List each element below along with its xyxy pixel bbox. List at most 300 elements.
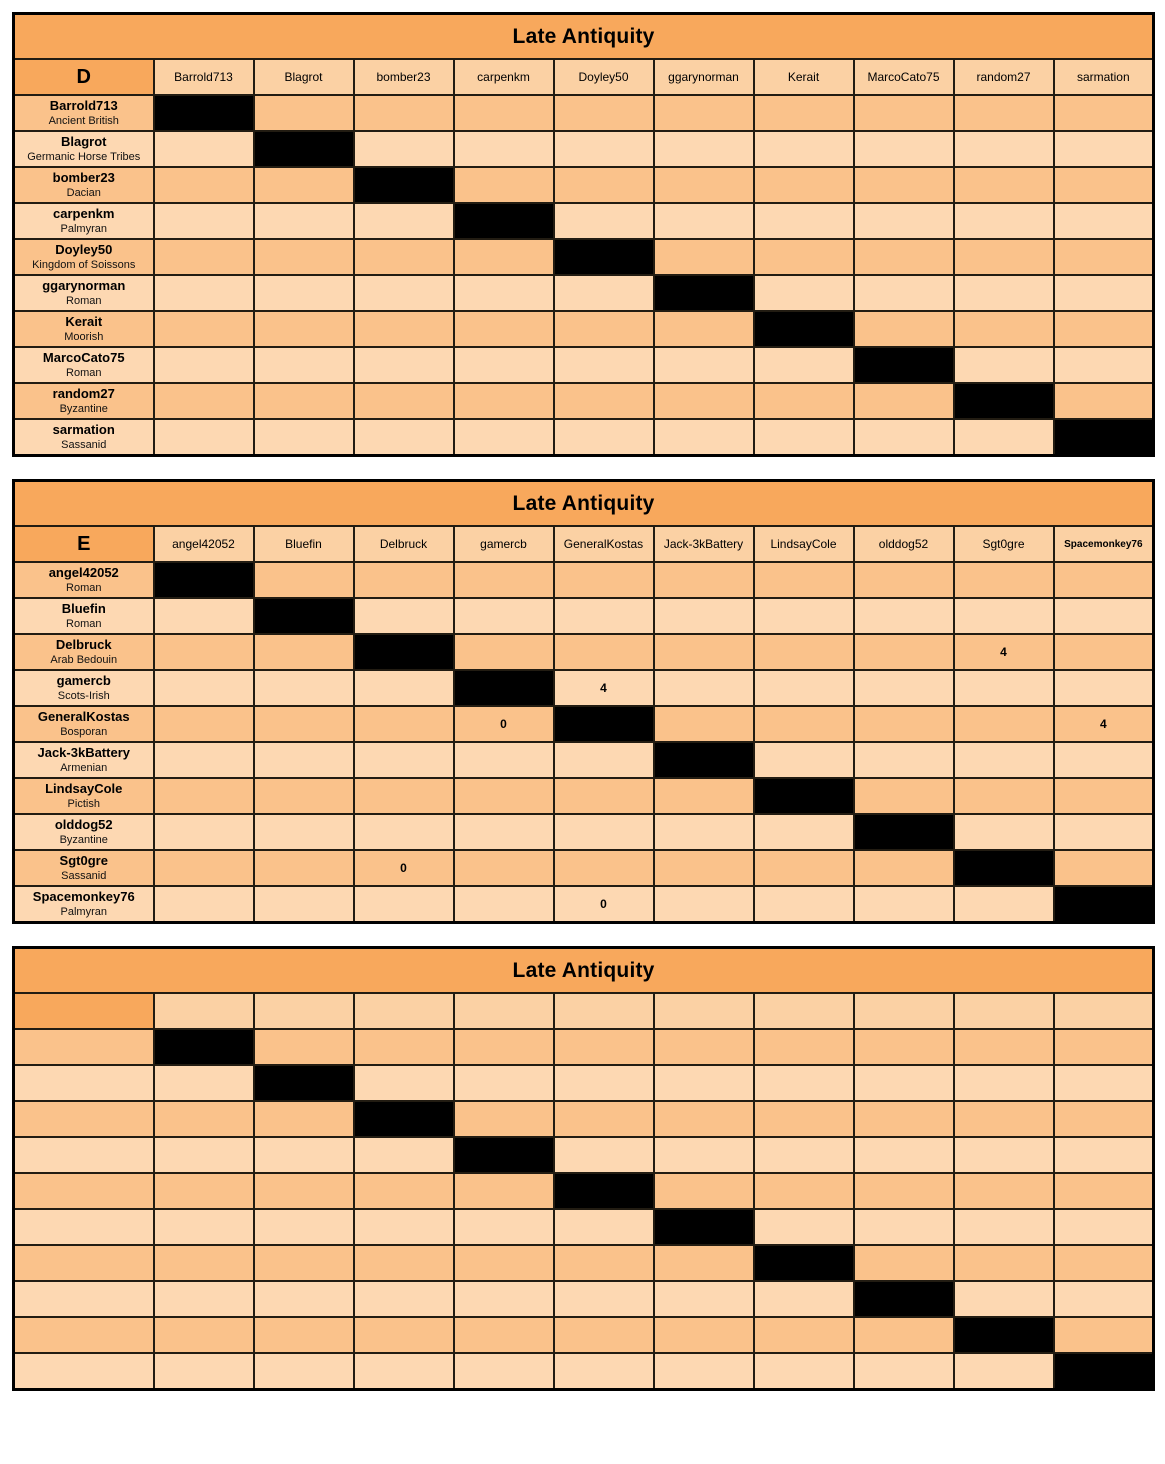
result-cell xyxy=(854,1029,954,1065)
result-cell xyxy=(354,419,454,456)
result-cell xyxy=(454,383,554,419)
player-name: random27 xyxy=(52,386,115,401)
result-cell xyxy=(754,1029,854,1065)
table-row xyxy=(14,347,1154,383)
table-row xyxy=(14,1245,1154,1281)
result-cell xyxy=(354,1353,454,1390)
result-cell xyxy=(754,1281,854,1317)
result-cell xyxy=(154,1101,254,1137)
result-cell xyxy=(354,1137,454,1173)
result-cell xyxy=(154,814,254,850)
result-cell xyxy=(254,203,354,239)
result-cell xyxy=(354,239,454,275)
result-cell xyxy=(154,1353,254,1390)
diagonal-cell xyxy=(554,706,654,742)
row-header xyxy=(14,1209,154,1245)
result-cell xyxy=(1054,1101,1154,1137)
group-table-blank xyxy=(12,946,1155,1391)
result-cell xyxy=(254,1137,354,1173)
result-cell xyxy=(154,1209,254,1245)
result-cell xyxy=(454,562,554,598)
result-cell xyxy=(754,634,854,670)
result-cell xyxy=(954,1029,1054,1065)
player-name: LindsayCole xyxy=(45,781,123,796)
row-header xyxy=(14,1065,154,1101)
table-row xyxy=(14,1029,1154,1065)
result-cell xyxy=(554,1209,654,1245)
result-cell xyxy=(754,167,854,203)
result-cell xyxy=(1054,1245,1154,1281)
column-header: Delbruck xyxy=(354,526,454,562)
result-cell xyxy=(1054,1173,1154,1209)
result-cell xyxy=(454,598,554,634)
player-faction: Armenian xyxy=(60,762,108,774)
result-cell xyxy=(554,131,654,167)
result-cell xyxy=(554,419,654,456)
result-cell xyxy=(754,1101,854,1137)
result-cell xyxy=(754,706,854,742)
result-cell xyxy=(954,1137,1054,1173)
result-cell xyxy=(154,419,254,456)
result-cell xyxy=(854,598,954,634)
player-faction: Kingdom of Soissons xyxy=(32,259,136,271)
result-cell xyxy=(654,1173,754,1209)
row-header xyxy=(14,886,154,923)
column-header-row xyxy=(14,993,1154,1029)
result-cell xyxy=(1054,95,1154,131)
result-cell xyxy=(1054,562,1154,598)
group-label: E xyxy=(14,526,154,562)
result-cell xyxy=(754,562,854,598)
column-header: Spacemonkey76 xyxy=(1054,526,1154,562)
result-cell xyxy=(354,1209,454,1245)
result-cell xyxy=(854,95,954,131)
result-cell xyxy=(454,1353,554,1390)
result-cell xyxy=(454,778,554,814)
result-cell xyxy=(754,1137,854,1173)
result-cell xyxy=(854,1137,954,1173)
result-cell xyxy=(354,203,454,239)
row-header xyxy=(14,562,154,598)
result-cell xyxy=(654,95,754,131)
group-label: D xyxy=(14,59,154,95)
player-faction: Bosporan xyxy=(60,726,108,738)
row-header xyxy=(14,1029,154,1065)
result-cell xyxy=(554,814,654,850)
table-row xyxy=(14,1209,1154,1245)
result-cell xyxy=(454,275,554,311)
result-cell: 0 xyxy=(454,706,554,742)
result-cell xyxy=(154,239,254,275)
result-cell xyxy=(1054,1065,1154,1101)
result-cell xyxy=(1054,131,1154,167)
result-cell xyxy=(1054,239,1154,275)
result-cell xyxy=(254,814,354,850)
player-name: angel42052 xyxy=(48,565,119,580)
player-faction: Palmyran xyxy=(60,223,107,235)
column-header: Doyley50 xyxy=(554,59,654,95)
table-row xyxy=(14,850,1154,886)
column-header: Jack-3kBattery xyxy=(654,526,754,562)
result-cell xyxy=(754,850,854,886)
player-name: Sgt0gre xyxy=(59,853,108,868)
player-faction: Roman xyxy=(66,582,102,594)
result-cell xyxy=(854,1173,954,1209)
result-cell xyxy=(254,742,354,778)
result-cell xyxy=(854,275,954,311)
player-name: carpenkm xyxy=(53,206,115,221)
result-cell xyxy=(1054,850,1154,886)
result-cell xyxy=(154,1137,254,1173)
row-header xyxy=(14,239,154,275)
result-cell xyxy=(554,1317,654,1353)
row-header xyxy=(14,95,154,131)
player-faction: Scots-Irish xyxy=(57,690,110,702)
title-row xyxy=(14,14,1154,60)
result-cell xyxy=(654,670,754,706)
result-cell xyxy=(1054,670,1154,706)
result-cell xyxy=(254,347,354,383)
diagonal-cell xyxy=(254,1065,354,1101)
result-cell xyxy=(254,634,354,670)
result-cell xyxy=(554,850,654,886)
result-cell xyxy=(254,706,354,742)
result-cell xyxy=(654,1353,754,1390)
result-cell xyxy=(754,742,854,778)
table-row xyxy=(14,1281,1154,1317)
result-cell xyxy=(254,850,354,886)
row-header xyxy=(14,131,154,167)
result-cell xyxy=(554,311,654,347)
table-title: Late Antiquity xyxy=(14,948,1154,994)
row-header xyxy=(14,419,154,456)
player-name: ggarynorman xyxy=(42,278,126,293)
table-row xyxy=(14,419,1154,456)
result-cell xyxy=(754,1317,854,1353)
player-faction: Ancient British xyxy=(48,115,119,127)
result-cell xyxy=(354,742,454,778)
result-cell xyxy=(354,1065,454,1101)
result-cell xyxy=(1054,311,1154,347)
column-header: LindsayCole xyxy=(754,526,854,562)
result-cell xyxy=(954,203,1054,239)
column-header: ggarynorman xyxy=(654,59,754,95)
column-header-row xyxy=(14,59,1154,95)
title-row xyxy=(14,948,1154,994)
result-cell xyxy=(754,1065,854,1101)
result-cell xyxy=(754,239,854,275)
player-faction: Roman xyxy=(66,367,102,379)
diagonal-cell xyxy=(354,167,454,203)
column-header xyxy=(454,993,554,1029)
table-title: Late Antiquity xyxy=(14,481,1154,527)
table-row xyxy=(14,203,1154,239)
result-cell xyxy=(254,95,354,131)
result-cell xyxy=(854,1353,954,1390)
row-header xyxy=(14,1317,154,1353)
row-header xyxy=(14,1281,154,1317)
result-cell xyxy=(854,634,954,670)
result-cell xyxy=(554,1281,654,1317)
result-cell xyxy=(654,239,754,275)
result-cell xyxy=(954,311,1054,347)
result-cell xyxy=(554,1245,654,1281)
player-name: bomber23 xyxy=(52,170,115,185)
column-header: MarcoCato75 xyxy=(854,59,954,95)
column-header: Bluefin xyxy=(254,526,354,562)
result-cell xyxy=(254,1353,354,1390)
table-row xyxy=(14,634,1154,670)
result-cell xyxy=(954,239,1054,275)
result-cell xyxy=(654,1101,754,1137)
player-name: Barrold713 xyxy=(49,98,118,113)
result-cell xyxy=(1054,742,1154,778)
result-cell xyxy=(454,886,554,923)
result-cell xyxy=(954,419,1054,456)
player-faction: Sassanid xyxy=(61,870,107,882)
result-cell xyxy=(954,670,1054,706)
title-row xyxy=(14,481,1154,527)
result-cell xyxy=(154,347,254,383)
result-cell xyxy=(654,634,754,670)
row-header xyxy=(14,814,154,850)
diagonal-cell xyxy=(454,1137,554,1173)
player-name: Bluefin xyxy=(61,601,106,616)
result-cell xyxy=(1054,778,1154,814)
row-header xyxy=(14,670,154,706)
result-cell xyxy=(754,383,854,419)
result-cell xyxy=(1054,1317,1154,1353)
result-cell xyxy=(754,203,854,239)
result-cell xyxy=(454,131,554,167)
result-cell xyxy=(554,167,654,203)
result-cell xyxy=(854,311,954,347)
result-cell xyxy=(754,886,854,923)
table-row xyxy=(14,1137,1154,1173)
row-header xyxy=(14,275,154,311)
player-faction: Byzantine xyxy=(59,834,108,846)
result-cell xyxy=(554,562,654,598)
diagonal-cell xyxy=(254,598,354,634)
diagonal-cell xyxy=(454,203,554,239)
result-cell xyxy=(154,598,254,634)
column-header xyxy=(654,993,754,1029)
result-cell xyxy=(154,742,254,778)
result-cell xyxy=(954,562,1054,598)
result-cell xyxy=(254,1029,354,1065)
row-header xyxy=(14,598,154,634)
result-cell xyxy=(754,1353,854,1390)
result-cell xyxy=(654,778,754,814)
table-row xyxy=(14,275,1154,311)
column-header: sarmation xyxy=(1054,59,1154,95)
row-header xyxy=(14,203,154,239)
result-cell: 4 xyxy=(554,670,654,706)
player-name: Jack-3kBattery xyxy=(37,745,130,760)
player-faction: Roman xyxy=(66,295,102,307)
result-cell xyxy=(554,1137,654,1173)
result-cell xyxy=(954,1353,1054,1390)
result-cell xyxy=(854,886,954,923)
column-header: carpenkm xyxy=(454,59,554,95)
result-cell xyxy=(554,742,654,778)
table-row xyxy=(14,814,1154,850)
result-cell xyxy=(554,203,654,239)
table-row xyxy=(14,598,1154,634)
result-cell xyxy=(354,95,454,131)
result-cell xyxy=(454,347,554,383)
result-cell: 0 xyxy=(554,886,654,923)
result-cell xyxy=(154,383,254,419)
column-header: olddog52 xyxy=(854,526,954,562)
player-name: Kerait xyxy=(65,314,103,329)
player-faction: Byzantine xyxy=(59,403,108,415)
result-cell xyxy=(654,1245,754,1281)
diagonal-cell xyxy=(554,239,654,275)
diagonal-cell xyxy=(654,742,754,778)
result-cell xyxy=(854,1317,954,1353)
diagonal-cell xyxy=(854,1281,954,1317)
result-cell xyxy=(454,1029,554,1065)
result-cell xyxy=(654,814,754,850)
result-cell: 4 xyxy=(954,634,1054,670)
diagonal-cell xyxy=(354,634,454,670)
result-cell xyxy=(454,814,554,850)
result-cell xyxy=(854,1101,954,1137)
row-header xyxy=(14,778,154,814)
result-cell xyxy=(154,203,254,239)
result-cell xyxy=(454,634,554,670)
result-cell xyxy=(954,275,1054,311)
result-cell xyxy=(1054,598,1154,634)
player-faction: Palmyran xyxy=(60,906,107,918)
diagonal-cell xyxy=(554,1173,654,1209)
row-header xyxy=(14,311,154,347)
column-header: random27 xyxy=(954,59,1054,95)
diagonal-cell xyxy=(154,1029,254,1065)
result-cell xyxy=(154,311,254,347)
diagonal-cell xyxy=(354,1101,454,1137)
result-cell xyxy=(354,311,454,347)
result-cell xyxy=(954,95,1054,131)
diagonal-cell xyxy=(854,347,954,383)
diagonal-cell xyxy=(1054,419,1154,456)
result-cell xyxy=(254,1101,354,1137)
result-cell xyxy=(954,886,1054,923)
result-cell xyxy=(754,814,854,850)
result-cell xyxy=(854,706,954,742)
result-cell xyxy=(1054,383,1154,419)
result-cell xyxy=(354,886,454,923)
result-cell xyxy=(454,239,554,275)
result-cell xyxy=(254,1281,354,1317)
result-cell xyxy=(954,1101,1054,1137)
table-row xyxy=(14,167,1154,203)
result-cell xyxy=(854,131,954,167)
result-cell xyxy=(254,419,354,456)
result-cell xyxy=(254,1317,354,1353)
result-cell xyxy=(654,598,754,634)
result-cell xyxy=(254,383,354,419)
row-header xyxy=(14,706,154,742)
result-cell xyxy=(554,1353,654,1390)
result-cell xyxy=(454,1101,554,1137)
result-cell xyxy=(554,383,654,419)
result-cell xyxy=(554,1101,654,1137)
result-cell xyxy=(654,383,754,419)
row-header xyxy=(14,167,154,203)
result-cell xyxy=(354,814,454,850)
result-cell xyxy=(1054,1029,1154,1065)
table-row xyxy=(14,886,1154,923)
result-cell xyxy=(1054,275,1154,311)
player-faction: Moorish xyxy=(64,331,104,343)
result-cell xyxy=(854,670,954,706)
column-header: Kerait xyxy=(754,59,854,95)
result-cell xyxy=(354,706,454,742)
result-cell xyxy=(1054,167,1154,203)
column-header: bomber23 xyxy=(354,59,454,95)
diagonal-cell xyxy=(754,778,854,814)
result-cell xyxy=(954,598,1054,634)
table-row xyxy=(14,742,1154,778)
column-header: angel42052 xyxy=(154,526,254,562)
column-header: Blagrot xyxy=(254,59,354,95)
result-cell xyxy=(954,778,1054,814)
result-cell xyxy=(454,1317,554,1353)
player-name: Blagrot xyxy=(61,134,107,149)
table-row xyxy=(14,778,1154,814)
column-header: gamercb xyxy=(454,526,554,562)
result-cell xyxy=(654,311,754,347)
result-cell xyxy=(754,1209,854,1245)
result-cell xyxy=(654,347,754,383)
result-cell xyxy=(254,562,354,598)
result-cell xyxy=(654,1137,754,1173)
column-header xyxy=(154,993,254,1029)
player-faction: Arab Bedouin xyxy=(50,654,118,666)
table-row xyxy=(14,1101,1154,1137)
diagonal-cell xyxy=(954,383,1054,419)
result-cell xyxy=(454,419,554,456)
table-row xyxy=(14,1065,1154,1101)
diagonal-cell xyxy=(754,1245,854,1281)
result-cell xyxy=(754,275,854,311)
result-cell xyxy=(554,347,654,383)
result-cell xyxy=(654,850,754,886)
result-cell xyxy=(854,742,954,778)
table-row xyxy=(14,706,1154,742)
result-cell xyxy=(654,167,754,203)
result-cell xyxy=(454,1281,554,1317)
group-table-d xyxy=(12,12,1155,457)
result-cell xyxy=(854,203,954,239)
result-cell xyxy=(354,383,454,419)
result-cell xyxy=(254,167,354,203)
result-cell xyxy=(254,1245,354,1281)
player-faction: Roman xyxy=(66,618,102,630)
diagonal-cell xyxy=(954,1317,1054,1353)
result-cell xyxy=(654,706,754,742)
column-header: Sgt0gre xyxy=(954,526,1054,562)
result-cell xyxy=(454,1245,554,1281)
result-cell xyxy=(354,1173,454,1209)
result-cell xyxy=(254,1173,354,1209)
result-cell xyxy=(854,167,954,203)
result-cell xyxy=(354,1029,454,1065)
row-header xyxy=(14,1245,154,1281)
result-cell xyxy=(954,1245,1054,1281)
